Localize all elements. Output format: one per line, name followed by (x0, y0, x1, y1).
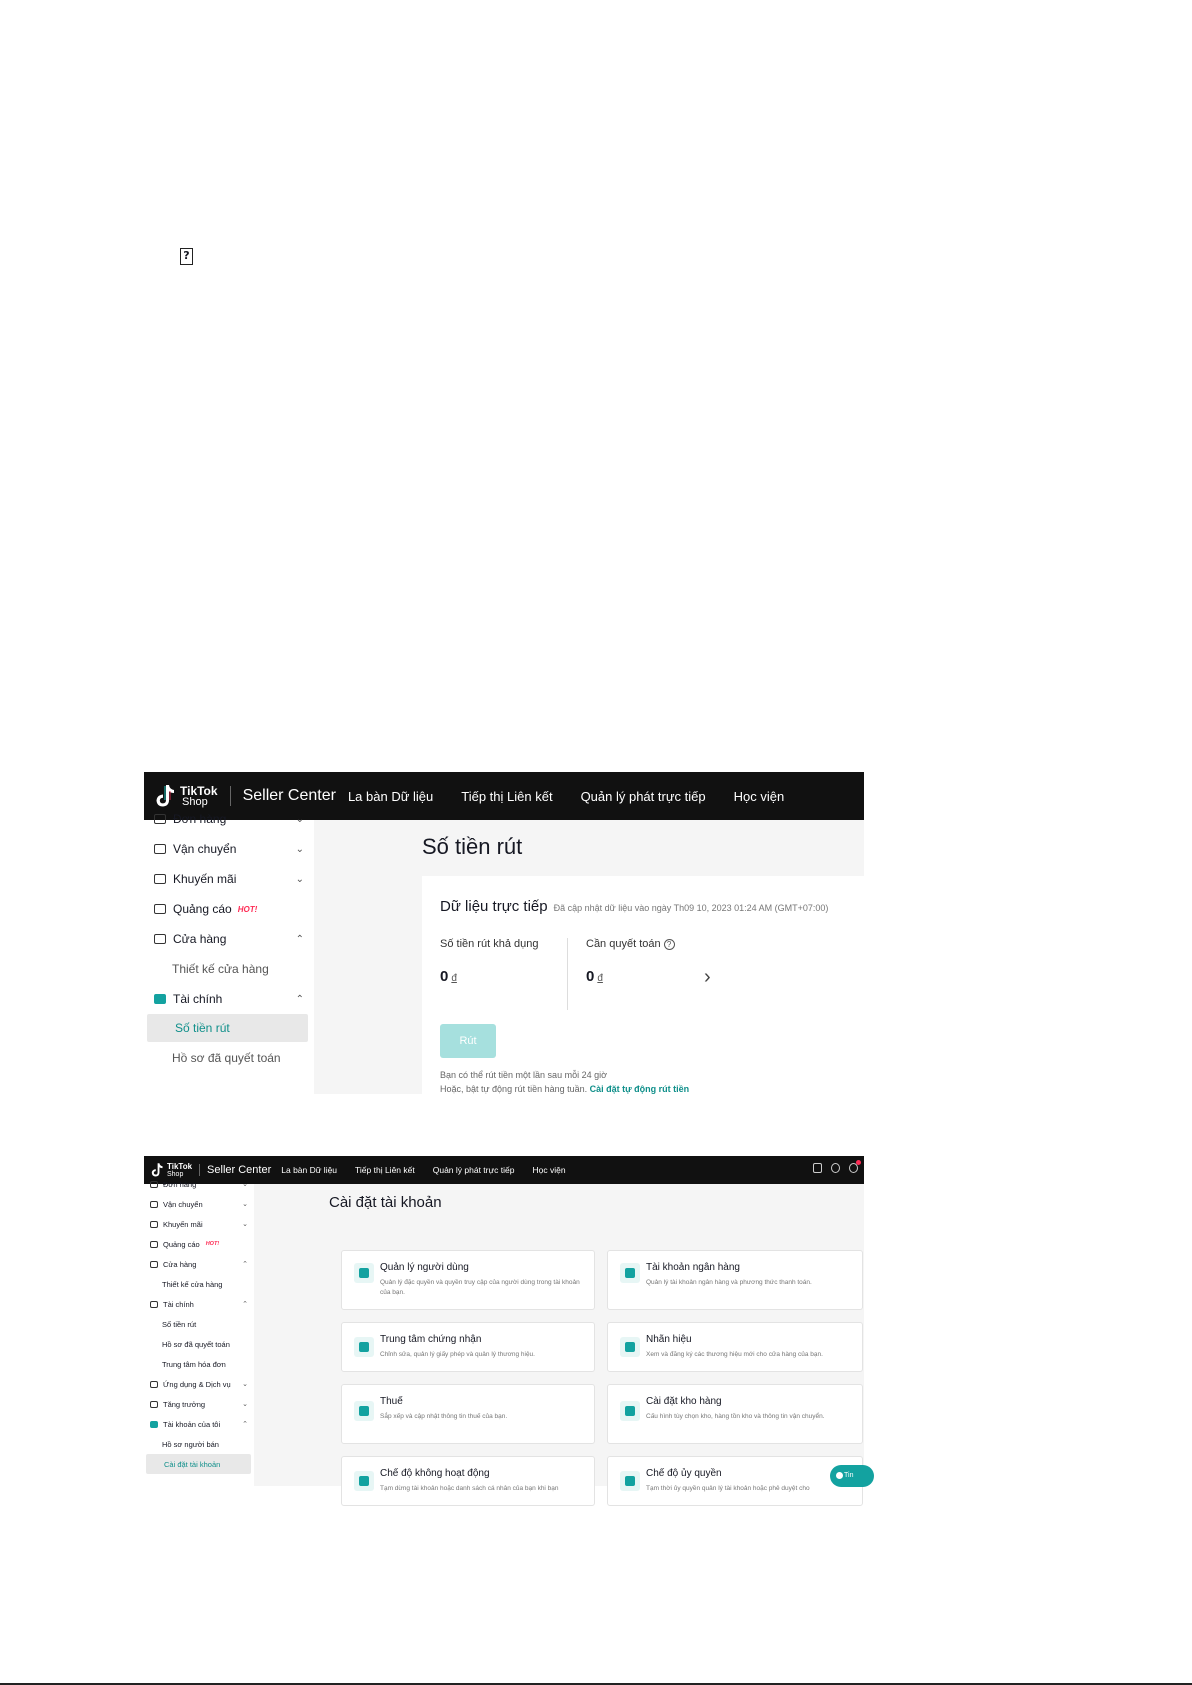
logo-line-2: Shop (182, 795, 208, 808)
sidebar-item-promotions[interactable] (144, 864, 314, 894)
sidebar-item-label: Vận chuyển (163, 1199, 203, 1209)
card-title-text: Dữ liệu trực tiếp (440, 898, 548, 915)
divider (230, 786, 231, 806)
tile-user-management[interactable] (341, 1250, 595, 1310)
tile-inactive-mode[interactable] (341, 1456, 595, 1506)
sidebar-item-store[interactable] (144, 924, 314, 954)
chevron-down-icon: ⌄ (242, 1401, 248, 1408)
nav-academy[interactable]: Học viện (532, 1165, 566, 1175)
withdraw-button[interactable]: Rút (440, 1024, 496, 1058)
currency-symbol: đ (451, 973, 457, 984)
sidebar-item-ads[interactable] (144, 894, 314, 924)
sidebar-item-label: Cửa hàng (163, 1259, 197, 1269)
tile-trademark[interactable] (607, 1322, 863, 1372)
megaphone-icon (154, 874, 166, 884)
sidebar-item-label: Quảng cáo (163, 1239, 200, 1249)
chevron-down-icon: ⌄ (295, 873, 304, 885)
missing-image-icon: ? (180, 248, 193, 265)
sidebar-item-finance[interactable] (144, 1294, 254, 1314)
divider (567, 938, 568, 1010)
wallet-icon (154, 994, 166, 1004)
logo-line-1: TikTok (180, 783, 218, 798)
certificate-icon (354, 1337, 374, 1357)
chevron-down-icon: ⌄ (242, 1201, 248, 1208)
currency-symbol: đ (597, 973, 603, 984)
sidebar-item-ads[interactable] (144, 1234, 254, 1254)
tile-title: Thuế (380, 1396, 403, 1407)
chevron-up-icon: ⌃ (295, 993, 304, 1005)
sidebar-item-label: Khuyến mãi (173, 872, 237, 886)
tile-desc: Quản lý đặc quyền và quyền truy cập của người dùng trong tài khoản của bạn. (380, 1279, 580, 1296)
sidebar-item-finance[interactable] (144, 984, 314, 1014)
sidebar (144, 1179, 254, 1486)
calendar-icon (354, 1471, 374, 1491)
hot-badge: HOT! (205, 1241, 220, 1247)
sidebar-item-store[interactable] (144, 1254, 254, 1274)
orders-icon (150, 1181, 158, 1188)
chevron-down-icon: ⌄ (242, 1181, 248, 1188)
chevron-up-icon: ⌃ (242, 1421, 248, 1428)
wallet-icon (150, 1301, 158, 1308)
pending-settlement-label (586, 938, 675, 950)
page-title: Số tiền rút (422, 834, 523, 859)
top-bar-icons (804, 1163, 858, 1173)
ads-icon (150, 1241, 158, 1248)
chevron-up-icon: ⌃ (242, 1301, 248, 1308)
tile-title: Trung tâm chứng nhận (380, 1334, 482, 1345)
nav-live-management[interactable]: Quản lý phát trực tiếp (580, 788, 706, 804)
nav-data-compass[interactable]: La bàn Dữ liệu (347, 788, 434, 804)
sidebar-item-shipping[interactable] (144, 834, 314, 864)
user-icon (354, 1263, 374, 1283)
tile-desc: Xem và đăng ký các thương hiệu mới cho cửa hàng của bạn. (646, 1351, 823, 1358)
store-icon (150, 1261, 158, 1268)
truck-icon (150, 1201, 158, 1208)
user-icon (150, 1421, 158, 1428)
notification-dot (856, 1160, 861, 1165)
tax-icon (354, 1401, 374, 1421)
orders-icon (154, 814, 166, 824)
sidebar-item-orders[interactable] (144, 804, 314, 834)
store-icon (154, 934, 166, 944)
sidebar-item-label: Vận chuyển (173, 842, 237, 856)
main-content (314, 820, 864, 1094)
withdraw-note: Bạn có thể rút tiền một lần sau mỗi 24 giờ (440, 1070, 607, 1080)
pending-amount-number: 0 (586, 968, 595, 985)
card-title (440, 898, 828, 915)
auto-withdraw-note (440, 1084, 689, 1094)
available-amount-number: 0 (440, 968, 449, 985)
chevron-up-icon: ⌃ (295, 933, 304, 945)
megaphone-icon (150, 1221, 158, 1228)
available-amount-value (440, 968, 457, 985)
tile-bank-account[interactable] (607, 1250, 863, 1310)
sidebar-sub-account-settings[interactable]: Cài đặt tài khoản (146, 1454, 251, 1474)
hot-badge: HOT! (237, 904, 258, 914)
tile-certification-center[interactable] (341, 1322, 595, 1372)
sidebar-item-promotions[interactable] (144, 1214, 254, 1234)
sidebar-sub-invoices[interactable]: Trung tâm hóa đơn (162, 1359, 226, 1369)
nav-academy[interactable]: Học viện (733, 788, 785, 804)
chat-button[interactable]: Tin (830, 1465, 874, 1487)
tile-desc: Chỉnh sửa, quản lý giấy phép và quản lý thương hiệu. (380, 1351, 535, 1358)
sidebar-item-label: Quảng cáo (173, 902, 232, 916)
withdraw-screenshot (144, 772, 864, 1094)
tile-authorization-mode[interactable] (607, 1456, 863, 1506)
tile-warehouse-settings[interactable] (607, 1384, 863, 1444)
sidebar-sub-withdraw[interactable]: Số tiền rút (147, 1014, 308, 1042)
user-settings-icon (620, 1471, 640, 1491)
sidebar-item-label: Tài chính (163, 1299, 194, 1309)
pending-label-text: Cần quyết toán (586, 938, 661, 950)
chevron-down-icon: ⌄ (295, 813, 304, 825)
page-title: Cài đặt tài khoản (329, 1194, 442, 1211)
sidebar-sub-settlements[interactable]: Hồ sơ đã quyết toán (172, 1051, 281, 1065)
seller-center-title: Seller Center (242, 787, 336, 804)
sidebar-item-label: Đơn hàng (163, 1179, 197, 1189)
phone-icon[interactable] (813, 1163, 822, 1173)
sidebar-item-label: Ứng dụng & Dịch vụ (163, 1379, 231, 1389)
sidebar-item-apps-services[interactable] (144, 1374, 254, 1394)
auto-withdraw-text: Hoặc, bật tự động rút tiền hàng tuần. (440, 1084, 588, 1094)
support-icon[interactable] (831, 1163, 840, 1173)
tile-title: Tài khoản ngân hàng (646, 1262, 740, 1273)
tile-desc: Cấu hình tùy chọn kho, hàng tồn kho và thông tin vận chuyển. (646, 1413, 825, 1420)
nav-data-compass[interactable]: La bàn Dữ liệu (281, 1165, 338, 1175)
seller-center-title: Seller Center (207, 1164, 272, 1176)
tile-desc: Tạm thời ủy quyền quản lý tài khoản hoặc phê duyệt cho (646, 1485, 810, 1492)
live-data-card (422, 876, 882, 1106)
bell-icon[interactable] (849, 1163, 858, 1173)
warehouse-icon (620, 1401, 640, 1421)
sidebar-item-label: Đơn hàng (173, 812, 227, 826)
sidebar-sub-settlements[interactable]: Hồ sơ đã quyết toán (162, 1339, 230, 1349)
sidebar-item-shipping[interactable] (144, 1194, 254, 1214)
chevron-down-icon: ⌄ (242, 1381, 248, 1388)
updated-timestamp: Đã cập nhật dữ liệu vào ngày Th09 10, 2023 01:24 AM (GMT+07:00) (553, 903, 829, 913)
sidebar-item-label: Khuyến mãi (163, 1219, 203, 1229)
tile-tax[interactable] (341, 1384, 595, 1444)
badge-check-icon (620, 1337, 640, 1357)
sidebar-item-label: Tăng trưởng (163, 1399, 206, 1409)
tile-title: Chế độ không hoạt động (380, 1468, 490, 1479)
chevron-up-icon: ⌃ (242, 1261, 248, 1268)
sidebar-item-orders[interactable] (144, 1174, 254, 1194)
sidebar-item-label: Tài chính (173, 992, 223, 1006)
tile-desc: Tạm dừng tài khoản hoặc danh sách cá nhân của bạn khi bạn (380, 1485, 559, 1492)
card-icon (620, 1263, 640, 1283)
logo-line-2: Shop (167, 1170, 184, 1178)
sidebar-sub-seller-profile[interactable]: Hồ sơ người bán (162, 1439, 219, 1449)
tile-title: Nhãn hiệu (646, 1334, 692, 1345)
sidebar-item-growth[interactable] (144, 1394, 254, 1414)
main-content (254, 1184, 864, 1492)
sidebar-item-label: Cửa hàng (173, 932, 227, 946)
tile-title: Chế độ ủy quyền (646, 1468, 722, 1479)
sidebar-sub-store-design[interactable]: Thiết kế cửa hàng (172, 962, 269, 976)
sidebar-item-label: Tài khoản của tôi (163, 1419, 221, 1429)
sidebar (144, 812, 314, 1094)
ads-icon (154, 904, 166, 914)
logo-line-1: TikTok (167, 1161, 193, 1171)
chevron-right-icon[interactable]: › (704, 966, 711, 988)
auto-withdraw-settings-link[interactable]: Cài đặt tự động rút tiền (589, 1084, 690, 1094)
sidebar-item-my-account[interactable] (144, 1414, 254, 1434)
help-icon[interactable]: ? (664, 939, 675, 950)
account-settings-screenshot (144, 1156, 864, 1492)
chevron-down-icon: ⌄ (295, 843, 304, 855)
tile-desc: Sắp xếp và cập nhật thông tin thuế của bạn. (380, 1413, 508, 1420)
sidebar-sub-withdraw[interactable]: Số tiền rút (162, 1319, 197, 1329)
sidebar-sub-store-design[interactable]: Thiết kế cửa hàng (162, 1279, 223, 1289)
chevron-down-icon: ⌄ (242, 1221, 248, 1228)
truck-icon (154, 844, 166, 854)
apps-icon (150, 1381, 158, 1388)
nav-affiliate-marketing[interactable]: Tiếp thị Liên kết (461, 788, 553, 804)
tile-desc: Quản lý tài khoản ngân hàng và phương thức thanh toán. (646, 1279, 812, 1286)
tile-title: Quản lý người dùng (380, 1262, 469, 1273)
nav-live-management[interactable]: Quản lý phát trực tiếp (432, 1165, 515, 1175)
growth-icon (150, 1401, 158, 1408)
available-amount-label: Số tiền rút khả dụng (440, 938, 539, 950)
pending-amount-value (586, 968, 603, 985)
tile-title: Cài đặt kho hàng (646, 1396, 722, 1407)
nav-affiliate-marketing[interactable]: Tiếp thị Liên kết (355, 1165, 415, 1175)
